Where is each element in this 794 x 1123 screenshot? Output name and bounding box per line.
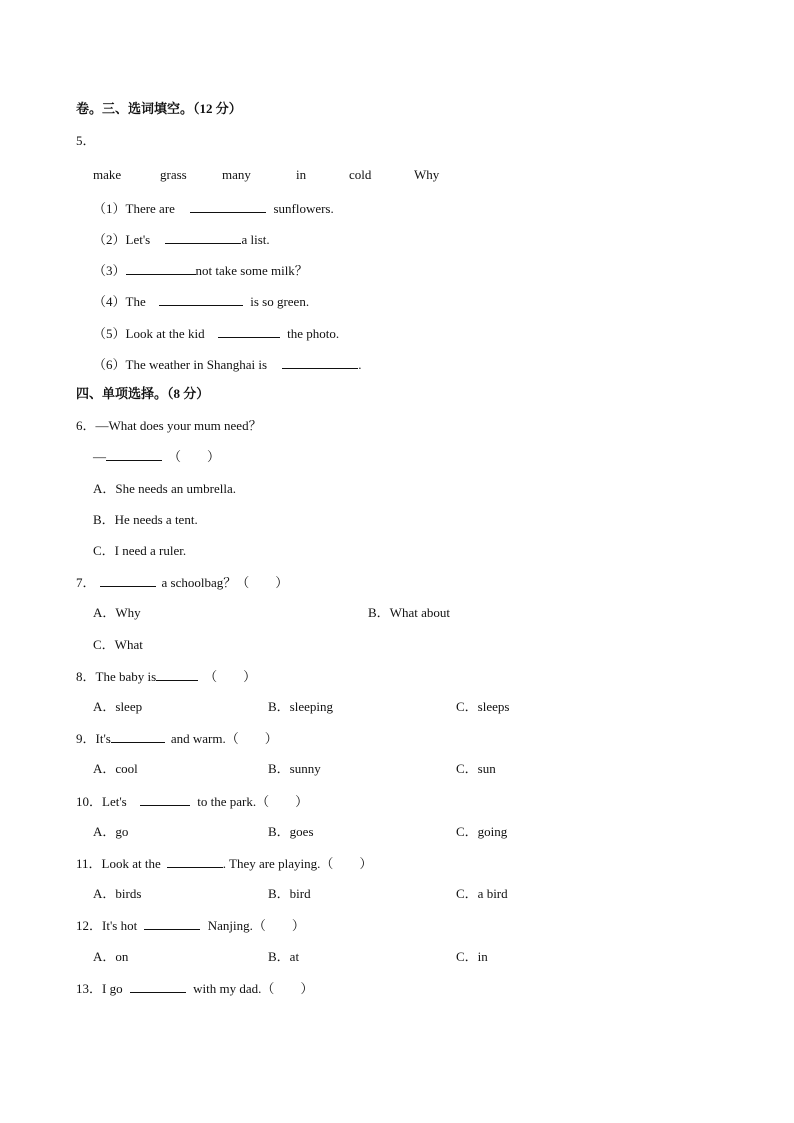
word-bank-item: grass — [160, 167, 187, 182]
answer-blank[interactable] — [218, 325, 280, 338]
question-13 — [76, 980, 313, 997]
question-text: 12．It's hot — [76, 918, 138, 933]
question-text: with my dad.（ ） — [193, 981, 314, 996]
answer-blank[interactable] — [111, 730, 165, 743]
word-bank-item: cold — [349, 167, 372, 182]
question-11 — [76, 855, 372, 872]
answer-paren[interactable]: （ ） — [168, 449, 221, 464]
question-text: 7． — [76, 575, 96, 590]
word-bank-item: many — [222, 167, 251, 182]
fill-item-text: . — [358, 357, 362, 372]
option-a[interactable]: A．She needs an umbrella. — [93, 481, 236, 496]
question-text: 10．Let's — [76, 794, 127, 809]
option-c[interactable]: C．What — [93, 637, 143, 652]
option-b[interactable]: B．sunny — [268, 761, 321, 776]
question-6-reply — [93, 448, 220, 465]
word-bank-item: Why — [414, 167, 440, 182]
answer-blank[interactable] — [167, 855, 223, 868]
answer-blank[interactable] — [190, 200, 266, 213]
fill-item-2 — [93, 231, 270, 248]
option-a[interactable]: A．go — [93, 824, 129, 839]
fill-item-4 — [93, 293, 309, 310]
option-c[interactable]: C．in — [456, 949, 488, 964]
fill-item-text: the photo. — [287, 326, 340, 341]
option-b[interactable]: B．sleeping — [268, 699, 333, 714]
option-b[interactable]: B．bird — [268, 886, 311, 901]
option-a[interactable]: A．sleep — [93, 699, 143, 714]
fill-item-text: （2）Let's — [93, 232, 151, 247]
fill-item-1 — [93, 200, 334, 217]
fill-item-text: sunflowers. — [273, 201, 334, 216]
answer-blank[interactable] — [140, 793, 190, 806]
question-9 — [76, 730, 278, 747]
question-text: 11．Look at the — [76, 856, 161, 871]
answer-blank[interactable] — [100, 574, 156, 587]
question-7 — [76, 574, 288, 591]
answer-blank[interactable] — [106, 448, 162, 461]
question-text: — — [93, 449, 106, 464]
question-text: . They are playing.（ ） — [222, 856, 373, 871]
section-4-heading: 四、单项选择。（8 分） — [76, 386, 210, 401]
option-c[interactable]: C．I need a ruler. — [93, 543, 187, 558]
fill-item-3 — [93, 262, 308, 279]
option-b[interactable]: B．What about — [368, 605, 450, 620]
question-text: a schoolbag？（ ） — [161, 575, 289, 590]
fill-item-text: not take some milk？ — [195, 263, 308, 278]
fill-item-text: （1）There are — [93, 201, 175, 216]
fill-item-text: （4）The — [93, 294, 146, 309]
answer-blank[interactable] — [156, 668, 198, 681]
option-a[interactable]: A．on — [93, 949, 129, 964]
question-text: 13．I go — [76, 981, 123, 996]
option-b[interactable]: B．He needs a tent. — [93, 512, 198, 527]
fill-item-text: is so green. — [250, 294, 310, 309]
option-c[interactable]: C．sleeps — [456, 699, 510, 714]
question-text: 8．The baby is — [76, 669, 157, 684]
answer-paren[interactable]: （ ） — [204, 669, 257, 684]
option-a[interactable]: A．birds — [93, 886, 142, 901]
word-bank-item: make — [93, 167, 122, 182]
option-c[interactable]: C．going — [456, 824, 508, 839]
answer-blank[interactable] — [144, 917, 200, 930]
answer-blank[interactable] — [282, 356, 358, 369]
question-12 — [76, 917, 305, 934]
question-text: to the park.（ ） — [197, 794, 309, 809]
fill-item-text: （3） — [93, 263, 126, 278]
section-3-heading: 卷。三、选词填空。（12 分） — [76, 101, 242, 116]
answer-blank[interactable] — [159, 293, 243, 306]
option-c[interactable]: C．a bird — [456, 886, 508, 901]
question-text: Nanjing.（ ） — [207, 918, 305, 933]
answer-blank[interactable] — [130, 980, 186, 993]
fill-item-5 — [93, 325, 339, 342]
option-b[interactable]: B．at — [268, 949, 300, 964]
question-6 — [76, 418, 262, 434]
answer-blank[interactable] — [165, 231, 241, 244]
option-a[interactable]: A．Why — [93, 605, 141, 620]
fill-item-6 — [93, 356, 362, 373]
option-a[interactable]: A．cool — [93, 761, 138, 776]
option-b[interactable]: B．goes — [268, 824, 314, 839]
fill-item-text: （5）Look at the kid — [93, 326, 205, 341]
question-10 — [76, 793, 308, 810]
question-text: 6．—What does your mum need？ — [76, 418, 262, 433]
word-bank-item: in — [296, 167, 307, 182]
option-c[interactable]: C．sun — [456, 761, 496, 776]
question-text: and warm.（ ） — [170, 731, 278, 746]
question-text: 9．It's — [76, 731, 111, 746]
fill-item-text: （6）The weather in Shanghai is — [93, 357, 268, 372]
question-8 — [76, 668, 256, 685]
fill-item-text: a list. — [241, 232, 270, 247]
question-5-number: 5． — [76, 133, 96, 148]
answer-blank[interactable] — [126, 262, 196, 275]
